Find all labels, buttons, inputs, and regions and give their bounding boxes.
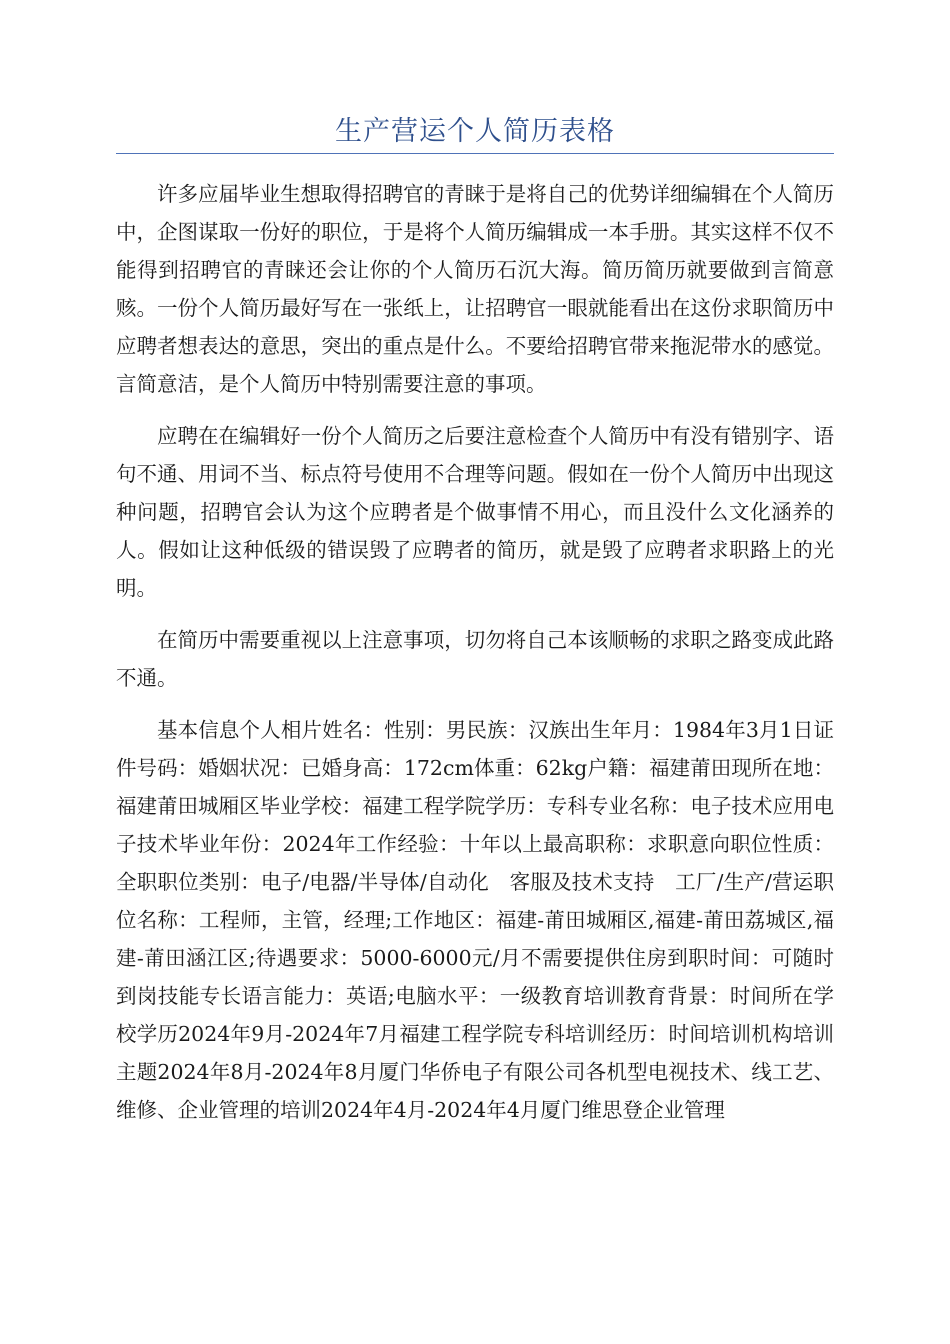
document-body [116, 175, 834, 1143]
title-underline [116, 153, 834, 154]
paragraph-proofreading: 应聘在在编辑好一份个人简历之后要注意检查个人简历中有没有错别字、语句不通、用词不当、标点符号使用不合理等问题。假如在一份个人简历中出现这种问题，招聘官会认为这个应聘者是个做事情不用心，而且没什么文化涵养的人。假如让这种低级的错误毁了应聘者的简历，就是毁了应聘者求职路上的光明。 [116, 424, 834, 600]
document-title: 生产营运个人简历表格 [335, 116, 615, 147]
paragraph-basic-info: 基本信息个人相片姓名：性别：男民族：汉族出生年月：1984年3月1日证件号码：婚姻状况：已婚身高：172cm体重：62kg户籍：福建莆田现所在地：福建莆田城厢区毕业学校：福建工程学院学历：专科专业名称：电子技术应用电子技术毕业年份：2024年工作经验：十年以上最高职称：求职意向职位性质：全职职位类别：电子/电器/半导体/自动化 客服及技术支持 工厂/生产/营运职位名称：工程师，主管，经理;工作地区：福建-莆田城厢区,福建-莆田荔城区,福建-莆田涵江区;待遇要求：5000-6000元/月不需要提供住房到职时间：可随时到岗技能专长语言能力：英语;电脑水平：一级教育培训教育背景：时间所在学校学历2024年9月-2024年7月福建工程学院专科培训经历：时间培训机构培训主题2024年8月-2024年8月厦门华侨电子有限公司各机型电视技术、线工艺、维修、企业管理的培训2024年4月-2024年4月厦门维思登企业管理 [116, 718, 834, 1122]
paragraph-intro: 许多应届毕业生想取得招聘官的青睐于是将自己的优势详细编辑在个人简历中，企图谋取一份好的职位，于是将个人简历编辑成一本手册。其实这样不仅不能得到招聘官的青睐还会让你的个人简历石沉大海。简历简历就要做到言简意赅。一份个人简历最好写在一张纸上，让招聘官一眼就能看出在这份求职简历中应聘者想表达的意思，突出的重点是什么。不要给招聘官带来拖泥带水的感觉。言简意洁，是个人简历中特别需要注意的事项。 [116, 182, 834, 396]
paragraph-conclusion: 在简历中需要重视以上注意事项，切勿将自己本该顺畅的求职之路变成此路不通。 [116, 628, 834, 690]
